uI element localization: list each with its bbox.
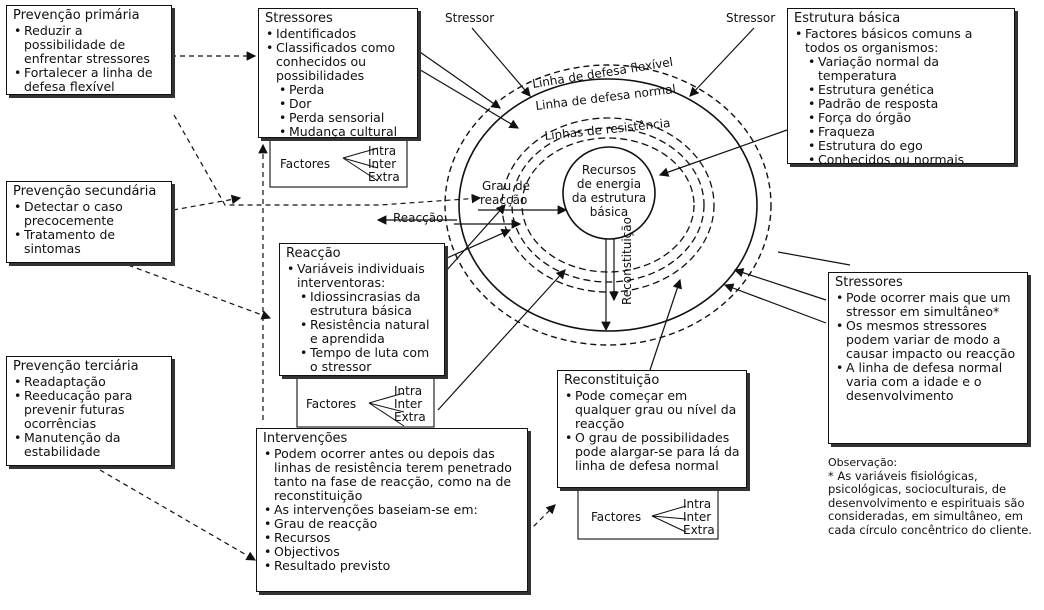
tertiary-prevention-title: Prevenção terciária bbox=[13, 359, 139, 374]
factores-inter: Inter bbox=[683, 510, 712, 524]
grau-text-1: Grau de bbox=[482, 179, 531, 193]
tertiary-prevention-item: • Reeducação para prevenir futuras ocorrências bbox=[24, 389, 165, 431]
label-normal-line: Linha de defesa normal bbox=[534, 81, 677, 113]
factores-label: Factores bbox=[591, 510, 642, 524]
basic-structure-subitem: • Padrão de resposta bbox=[818, 97, 1008, 111]
primary-prevention-box bbox=[6, 5, 172, 95]
interventions-item: • Resultado previsto bbox=[274, 559, 521, 573]
reaction-box bbox=[279, 243, 445, 376]
stressors-top-subitem: • Perda sensorial bbox=[289, 111, 411, 125]
interventions-item: • As intervenções baseiam-se em: bbox=[274, 503, 521, 517]
interventions-item: • Recursos bbox=[274, 531, 521, 545]
factores-intra: Intra bbox=[368, 144, 397, 158]
factores-intra: Intra bbox=[683, 497, 712, 511]
stressor-label-right: Stressor bbox=[726, 11, 776, 25]
basic-structure-subitem: • Estrutura do ego bbox=[818, 139, 1008, 153]
stressors-top-subitem: • Perda bbox=[289, 83, 411, 97]
factores-inter: Inter bbox=[394, 397, 423, 411]
stressors-top-item: • Classificados como conhecidos ou possibilidades bbox=[276, 41, 411, 83]
secondary-prevention-item: • Detectar o caso precocemente bbox=[24, 200, 165, 228]
grau-text-2: reacção bbox=[480, 193, 528, 207]
factores-label: Factores bbox=[306, 397, 357, 411]
stressors-top-subitem: • Mudança cultural bbox=[289, 125, 411, 139]
primary-prevention-title: Prevenção primária bbox=[13, 8, 140, 23]
tertiary-prevention-item: • Readaptação bbox=[24, 375, 165, 389]
tertiary-prevention-item: • Manutenção da estabilidade bbox=[24, 431, 165, 459]
core-text-3: da estrutura bbox=[571, 191, 647, 205]
label-resistance-lines: Linhas de resistência bbox=[543, 115, 671, 143]
interventions-item: • Grau de reacção bbox=[274, 517, 521, 531]
reconstituicao-vertical-label: Reconstituição bbox=[620, 217, 634, 305]
factores-inter: Inter bbox=[368, 157, 397, 171]
interventions-box bbox=[256, 428, 528, 592]
reconstitution-item: • O grau de possibilidades pode alargar-se para lá da linha de defesa normal bbox=[575, 431, 740, 473]
reaction-title: Reacção bbox=[286, 246, 341, 261]
factores-extra: Extra bbox=[368, 170, 400, 184]
reconstitution-box bbox=[557, 370, 747, 488]
basic-structure-subitem: • Força do órgão bbox=[818, 111, 1008, 125]
observation-text: * As variáveis fisiológicas, psicológicas, socioculturais, de desenvolvimento e espirituais são consideradas, em simultâneo, em cada círculo concêntrico do cliente. bbox=[828, 468, 1032, 537]
stressors-top-item: • Identificados bbox=[276, 27, 411, 41]
stressors-top-subitem: • Dor bbox=[289, 97, 411, 111]
stressors-right-item: • Pode ocorrer mais que um stressor em simultâneo* bbox=[846, 291, 1021, 319]
primary-prevention-item: • Reduzir a possibilidade de enfrentar stressores bbox=[24, 24, 165, 66]
basic-structure-title: Estrutura básica bbox=[794, 11, 901, 26]
factores-brace-line bbox=[652, 506, 686, 516]
observation-note bbox=[828, 456, 1034, 537]
core-text-2: de energia bbox=[576, 177, 642, 191]
secondary-prevention-title: Prevenção secundária bbox=[13, 184, 157, 199]
secondary-prevention-box bbox=[6, 181, 172, 263]
basic-structure-box bbox=[787, 8, 1015, 167]
factores-intra: Intra bbox=[394, 384, 423, 398]
basic-structure-subitem: • Conhecidos ou normais bbox=[818, 153, 1008, 167]
stressors-top-title: Stressores bbox=[265, 11, 333, 26]
label-flexible-line: Linha de defesa flexível bbox=[531, 54, 674, 91]
tertiary-prevention-box bbox=[6, 356, 172, 466]
interventions-item: • Podem ocorrer antes ou depois das linhas de resistência terem penetrado tanto na fase de reacção, como na de reconstituição bbox=[274, 447, 521, 503]
reconstitution-title: Reconstituição bbox=[564, 373, 660, 388]
core-text-4: básica bbox=[589, 205, 629, 219]
stressors-right-title: Stressores bbox=[835, 275, 903, 290]
basic-structure-subitem: • Estrutura genética bbox=[818, 83, 1008, 97]
observation-title: Observação: bbox=[828, 456, 898, 469]
core-text-1: Recursos bbox=[581, 163, 637, 177]
stressors-right-box bbox=[828, 272, 1028, 444]
reconstitution-item: • Pode começar em qualquer grau ou nível da reacção bbox=[575, 389, 740, 431]
reaction-subitem: • Idiossincrasias da estrutura básica bbox=[310, 290, 438, 318]
basic-structure-item: • Factores básicos comuns a todos os organismos: bbox=[805, 27, 1008, 55]
factores-label: Factores bbox=[280, 157, 331, 171]
factores-extra: Extra bbox=[394, 410, 426, 424]
interventions-title: Intervenções bbox=[263, 431, 348, 446]
secondary-prevention-item: • Tratamento de sintomas bbox=[24, 228, 165, 256]
basic-structure-subitem: • Variação normal da temperatura bbox=[818, 55, 1008, 83]
reaccao-arrow-label: Reacção bbox=[393, 211, 444, 225]
factores-extra: Extra bbox=[683, 523, 715, 537]
stressors-top-box bbox=[258, 8, 418, 138]
stressor-label-left: Stressor bbox=[445, 11, 495, 25]
reaction-subitem: • Tempo de luta com o stressor bbox=[310, 346, 438, 374]
basic-structure-subitem: • Fraqueza bbox=[818, 125, 1008, 139]
reaction-item: • Variáveis individuais interventoras: bbox=[297, 262, 438, 290]
primary-prevention-item: • Fortalecer a linha de defesa flexível bbox=[24, 66, 165, 94]
interventions-item: • Objectivos bbox=[274, 545, 521, 559]
reaction-subitem: • Resistência natural e aprendida bbox=[310, 318, 438, 346]
stressors-right-item: • Os mesmos stressores podem variar de modo a causar impacto ou reacção bbox=[846, 319, 1021, 361]
stressors-right-item: • A linha de defesa normal varia com a idade e o desenvolvimento bbox=[846, 361, 1021, 403]
